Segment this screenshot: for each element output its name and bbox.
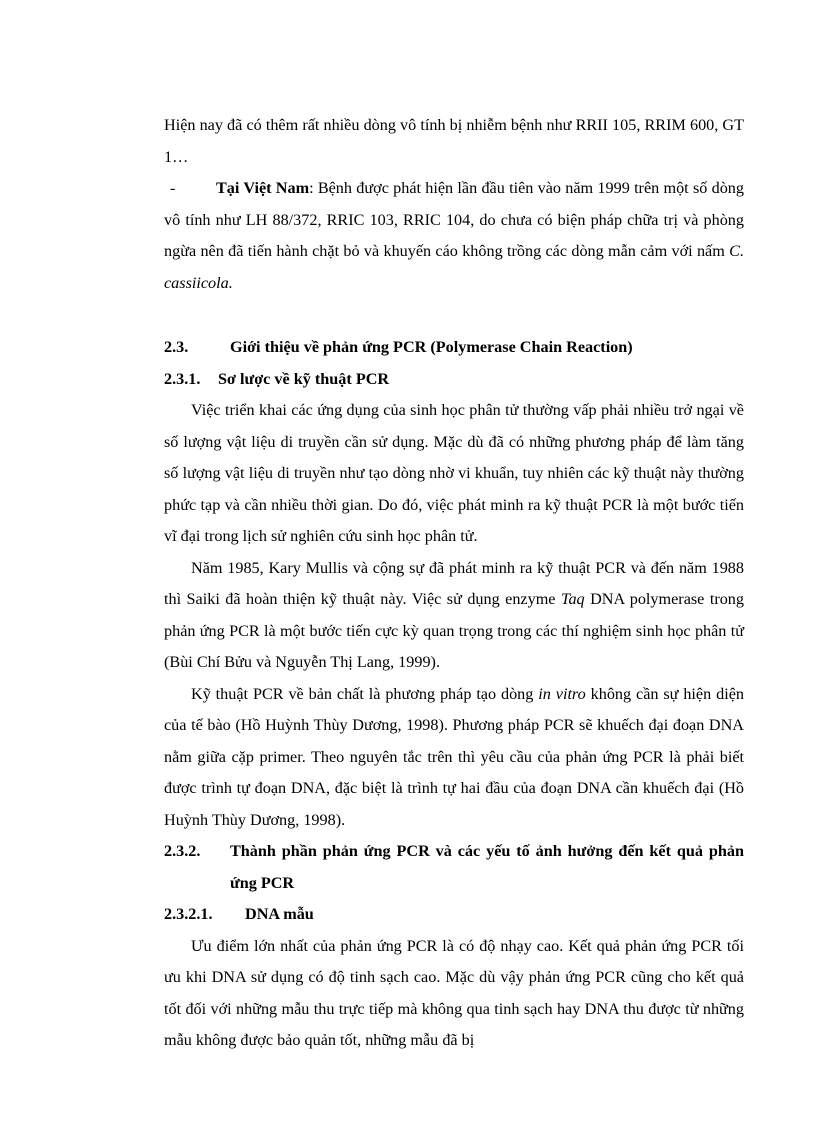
paragraph-continuation: Hiện nay đã có thêm rất nhiều dòng vô tính bị nhiễm bệnh như RRII 105, RRIM 600, GT 1… (164, 116, 744, 166)
section-heading-2-3-2-1 (164, 899, 744, 931)
vietnam-text: : Bệnh được phát hiện lần đầu tiên vào năm 1999 trên một số dòng vô tính như LH 88/372, RRIC 103, RRIC 104, do chưa có biện pháp chữa trị và phòng ngừa nên đã tiến hành chặt bỏ và khuyến cáo không trồng các dòng mẫn cảm với nấm (164, 179, 744, 260)
paragraph-vietnam (164, 173, 744, 299)
section-number: 2.3. (164, 338, 189, 356)
section-heading-2-3-2 (164, 836, 744, 899)
paragraph-pcr-nature (164, 679, 744, 837)
vietnam-label: Tại Việt Nam (216, 179, 310, 197)
in-vitro-term: in vitro (538, 684, 586, 703)
section-heading-2-3 (164, 332, 744, 364)
bullet-dash: - (170, 179, 176, 197)
history-text-end: DNA polymerase trong phản ứng PCR là một bước tiến cực kỳ quan trọng trong các thí nghiệm sinh học phân tử (Bùi Chí Bửu và Nguyễn Thị Lang, 1999). (164, 590, 744, 671)
section-title: Sơ lược về kỹ thuật PCR (218, 369, 390, 388)
species-name: C. cassiicola. (164, 242, 744, 292)
section-number: 2.3.1. (164, 369, 201, 388)
history-text-start: Năm 1985, Kary Mullis và cộng sự đã phát minh ra kỹ thuật PCR và đến năm 1988 thì Saiki đã hoàn thiện kỹ thuật này. Việc sử dụng enzyme (164, 558, 744, 608)
section-title: DNA mẫu (245, 905, 314, 923)
section-number: 2.3.2. (164, 842, 201, 860)
paragraph-dna-template: Ưu điểm lớn nhất của phản ứng PCR là có độ nhạy cao. Kết quả phản ứng PCR tối ưu khi DNA sử dụng có độ tinh sạch cao. Mặc dù vậy phản ứng PCR cũng cho kết quả tốt đối với những mẫu thu trực tiếp mà không qua tinh sạch hay DNA thu được từ những mẫu không được bảo quản tốt, những mẫu đã bị (164, 936, 744, 1049)
nature-text-start: Kỹ thuật PCR về bản chất là phương pháp tạo dòng (191, 684, 539, 703)
page-body (164, 110, 744, 1057)
section-heading-2-3-1 (164, 364, 744, 396)
section-number: 2.3.2.1. (164, 905, 213, 923)
section-title: Giới thiệu về phản ứng PCR (Polymerase Chain Reaction) (230, 338, 633, 356)
paragraph-pcr-intro: Việc triển khai các ứng dụng của sinh học phân tử thường vấp phải nhiều trở ngại về số lượng vật liệu di truyền cần sử dụng. Mặc dù đã có những phương pháp để làm tăng số lượng vật liệu di truyền như tạo dòng nhờ vi khuẩn, tuy nhiên các kỹ thuật này thường phức tạp và cần nhiều thời gian. Do đó, việc phát minh ra kỹ thuật PCR là một bước tiến vĩ đại trong lịch sử nghiên cứu sinh học phân tử. (164, 401, 744, 545)
taq-term: Taq (560, 590, 585, 608)
paragraph-pcr-history (164, 553, 744, 679)
nature-text-end: không cần sự hiện diện của tế bào (Hồ Huỳnh Thùy Dương, 1998). Phương pháp PCR sẽ khuếch đại đoạn DNA nằm giữa cặp primer. Theo nguyên tắc trên thì yêu cầu của phản ứng PCR là phải biết được trình tự đoạn DNA, đặc biệt là trình tự hai đầu của đoạn DNA cần khuếch đại (Hồ Huỳnh Thùy Dương, 1998). (164, 684, 744, 829)
section-title: Thành phần phản ứng PCR và các yếu tố ảnh hưởng đến kết quả phản ứng PCR (230, 842, 744, 892)
